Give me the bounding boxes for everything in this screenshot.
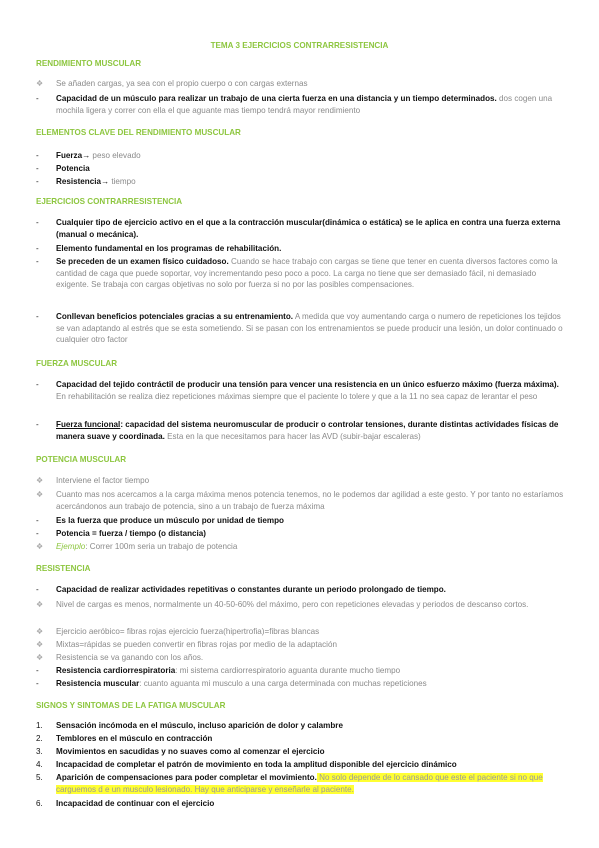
list-item: - Elemento fundamental en los programas de rehabilitación. [36,244,282,253]
list-item: ❖ Ejercicio aeróbico= fibras rojas ejercicio fuerza(hipertrofia)=fibras blancas [36,627,320,636]
list-item: - Capacidad del tejido contráctil de producir una tensión para vencer una resistencia en un único esfuerzo máximo (fuerza máxima). En rehabilitación se realiza diez repeticiones máximas siempre que el paciente lo tolere y que a la 11 no sea capaz de lerantar el peso [36,380,559,401]
dash-bullet: - [36,312,39,321]
list-item: ❖ Ejemplo: Correr 100m seria un trabajo de potencia [36,542,238,551]
numbered-item: 5. Aparición de compensaciones para poder completar el movimiento. No solo depende de lo cansado que este el paciente si no que carguemos d e un musculo lesionado. Hay que anticiparse y enseñarle al paciente. [36,773,543,794]
heading-rendimiento-muscular: RENDIMIENTO MUSCULAR [36,59,142,68]
list-item: - Fuerza funcional: capacidad del sistema neuromuscular de producir o controlar tensiones, durante distintas actividades físicas de manera suave y coordinada. Esta en la que necesitamos para hacer las AVD (subir-bajar escaleras) [36,420,559,441]
numbered-item: 2. Temblores en el músculo en contracción [36,734,213,743]
list-item: - Conllevan beneficios potenciales gracias a su entrenamiento. A medida que voy aumentando carga o numero de repeticiones los tejidos se van adaptando al estrés que se esta sometiendo. Si se pasan con los entrenamientos se puede producir una lesión, un dolor continuado o cualquier otro factor [36,312,563,345]
list-item: - Resistencia muscular: cuanto aguanta mi musculo a una carga determinada con muchas repeticiones [36,679,427,688]
list-item: ❖ Resistencia se va ganando con los años. [36,653,204,662]
dash-bullet: - [36,164,39,173]
diamond-bullet-icon: ❖ [36,476,44,485]
numbered-item: 1. Sensación incómoda en el músculo, incluso aparición de dolor y calambre [36,721,343,730]
dash-bullet: - [36,516,39,525]
list-item: - Se preceden de un examen físico cuidadoso. Cuando se hace trabajo con cargas se tiene que tener en cuenta diversos factores como la cantidad de caga que puede soportar, voy incrementando peso poco a poco. La carga no tiene que ser demasiado fácil, ni demasiado exigente. Se trabaja con cargas objetivas no solo por fuerza si no por las posibles compensaciones. [36,257,558,290]
dash-bullet: - [36,244,39,253]
dash-bullet: - [36,257,39,266]
heading-potencia-muscular: POTENCIA MUSCULAR [36,455,127,464]
numbered-item: 3. Movimientos en sacudidas y no suaves como al comenzar el ejercicio [36,747,325,756]
dash-bullet: - [36,585,39,594]
diamond-bullet-icon: ❖ [36,79,44,88]
list-item: ❖ Mixtas=rápidas se pueden convertir en fibras rojas por medio de la adaptación [36,640,337,649]
numbered-item: 6. Incapacidad de continuar con el ejercicio [36,799,215,808]
heading-ejercicios-contrarresistencia: EJERCICIOS CONTRARRESISTENCIA [36,197,183,206]
document-title: TEMA 3 EJERCICIOS CONTRARRESISTENCIA [210,41,389,50]
heading-elementos-clave: ELEMENTOS CLAVE DEL RENDIMIENTO MUSCULAR [36,128,241,137]
list-item: ❖ Cuanto mas nos acercamos a la carga máxima menos potencia tenemos, no le podemos dar agilidad a este gesto. Y por tanto no estaríamos acercándonos aun trabajo de potencia, sino a un trabajo de fuerza máxima [36,490,564,511]
list-item: - Fuerza→ peso elevado [36,151,141,160]
diamond-bullet-icon: ❖ [36,490,44,499]
dash-bullet: - [36,679,39,688]
list-item: - Cualquier tipo de ejercicio activo en el que a la contracción muscular(dinámica o estática) se le aplica en contra una fuerza externa (manual o mecánica). [36,218,561,239]
dash-bullet: - [36,151,39,160]
list-item: - Es la fuerza que produce un músculo por unidad de tiempo [36,516,285,525]
numbered-item: 4. Incapacidad de completar el patrón de movimiento en toda la amplitud disponible del ejercicio dinámico [36,760,457,769]
list-item: - Potencia [36,164,90,173]
list-item: ❖ Interviene el factor tiempo [36,476,150,485]
dash-bullet: - [36,666,39,675]
dash-bullet: - [36,177,39,186]
dash-bullet: - [36,218,39,227]
diamond-bullet-icon: ❖ [36,627,44,636]
diamond-bullet-icon: ❖ [36,640,44,649]
dash-bullet: - [36,94,39,103]
diamond-bullet-icon: ❖ [36,542,44,551]
list-item: - Capacidad de realizar actividades repetitivas o constantes durante un periodo prolongado de tiempo. [36,585,446,594]
list-item: - Resistencia cardiorrespiratoria: mi sistema cardiorrespiratorio aguanta durante mucho tiempo [36,666,401,675]
dash-bullet: - [36,420,39,429]
highlighted-note: No solo depende de lo cansado que este el paciente si no que carguemos d e un musculo lesionado. Hay que anticiparse y enseñarle al paciente. [56,773,543,794]
heading-resistencia: RESISTENCIA [36,564,91,573]
list-item: - Resistencia→ tiempo [36,177,136,186]
list-item: - Potencia = fuerza / tiempo (o distancia) [36,529,206,538]
diamond-bullet-icon: ❖ [36,653,44,662]
heading-fuerza-muscular: FUERZA MUSCULAR [36,359,118,368]
heading-signos-sintomas: SIGNOS Y SINTOMAS DE LA FATIGA MUSCULAR [36,701,226,710]
dash-bullet: - [36,380,39,389]
list-item: ❖ Se añaden cargas, ya sea con el propio cuerpo o con cargas externas [36,79,308,88]
list-item: ❖ Nivel de cargas es menos, normalmente un 40-50-60% del máximo, pero con repeticiones elevadas y periodos de descanso cortos. [36,600,529,609]
dash-bullet: - [36,529,39,538]
list-item: - Capacidad de un músculo para realizar un trabajo de una cierta fuerza en una distancia y un tiempo determinados. dos cogen una mochila ligera y correr con ella el que aguante mas tiempo tendrá mayor rendimiento [36,94,553,115]
diamond-bullet-icon: ❖ [36,600,44,609]
